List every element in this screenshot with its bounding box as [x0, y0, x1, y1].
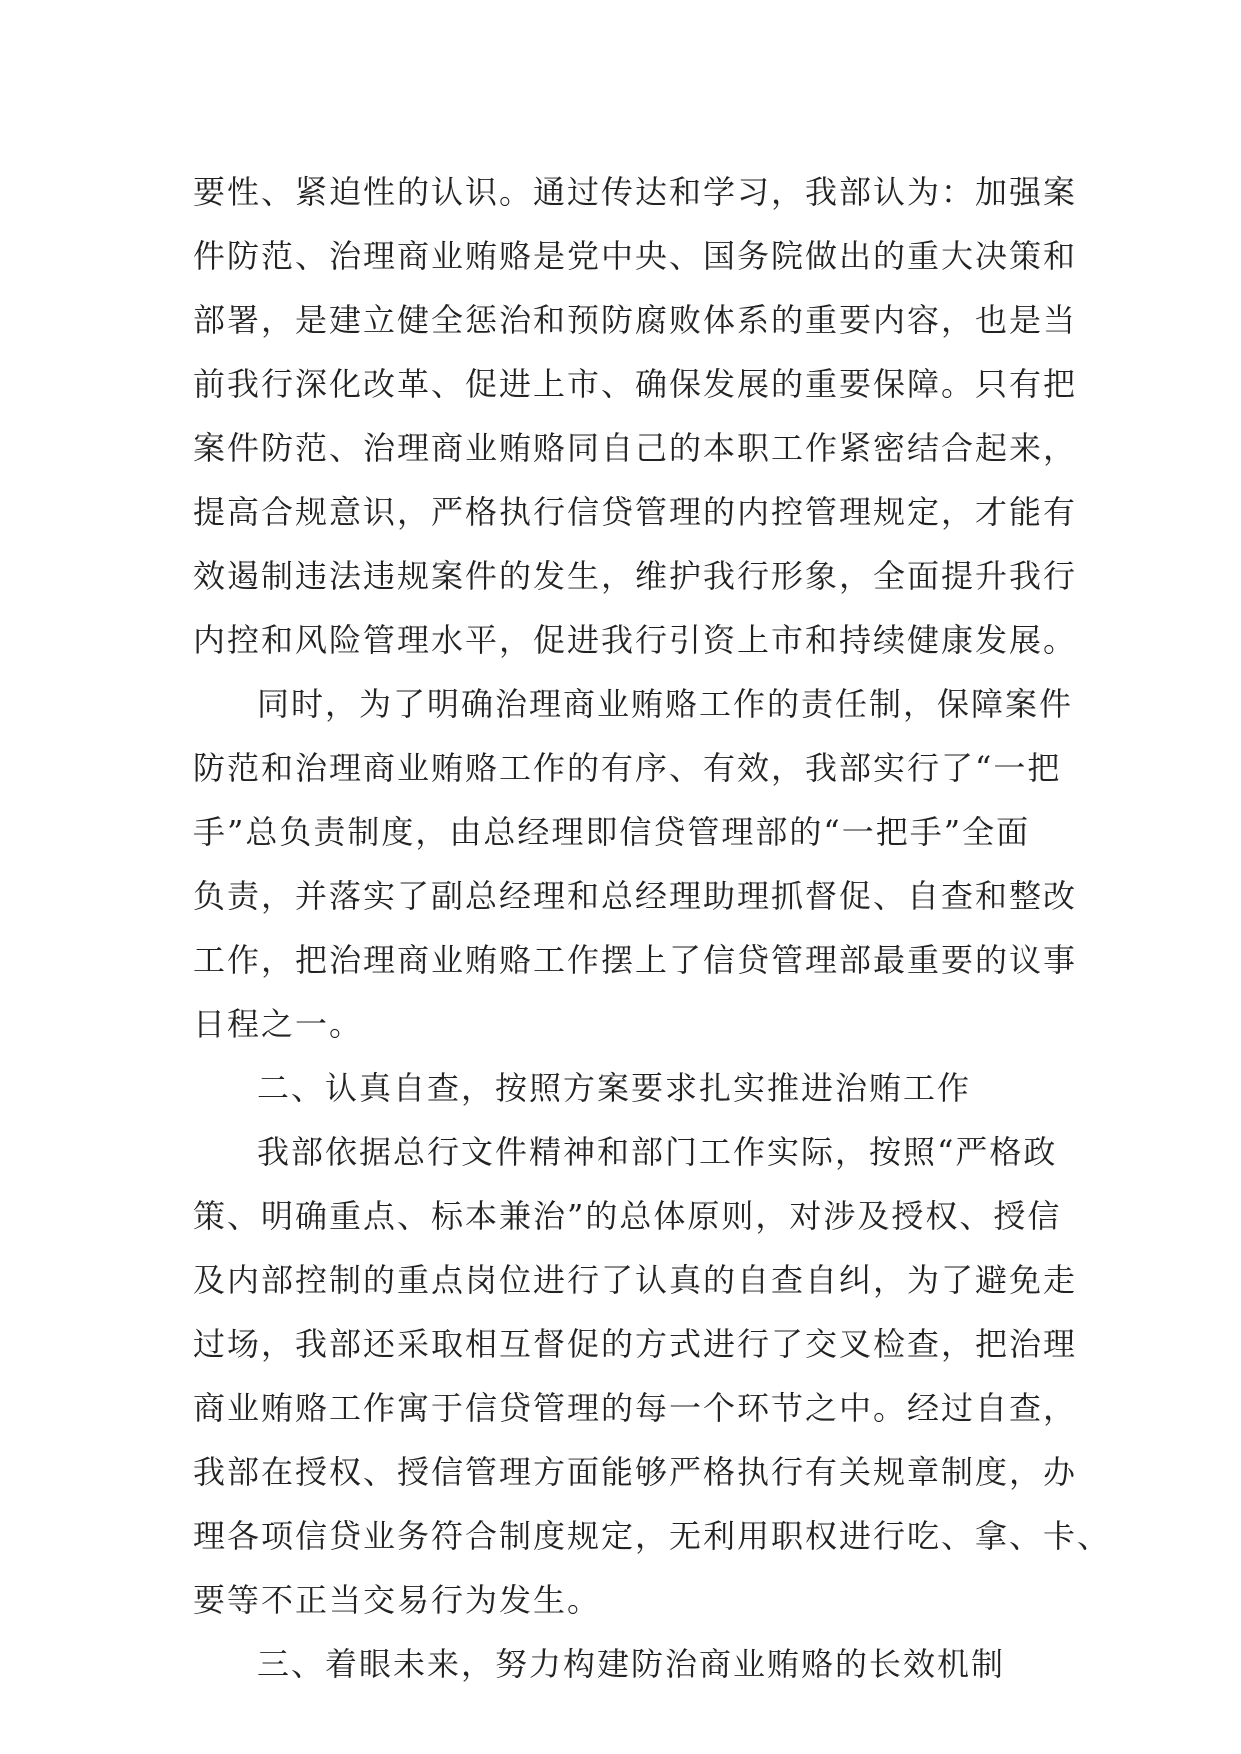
text-line: 防范和治理商业贿赂工作的有序、有效，我部实行了“一把 — [193, 749, 1062, 787]
text-line: 商业贿赂工作寓于信贷管理的每一个环节之中。经过自查， — [193, 1389, 1078, 1427]
text-line: 要性、紧迫性的认识。通过传达和学习，我部认为：加强案 — [193, 173, 1078, 211]
paragraph-first-line: 我部依据总行文件精神和部门工作实际，按照“严格政 — [257, 1133, 1058, 1171]
text-line: 理各项信贷业务符合制度规定，无利用职权进行吃、拿、卡、 — [193, 1517, 1112, 1555]
document-body — [193, 160, 1112, 1696]
text-line: 工作，把治理商业贿赂工作摆上了信贷管理部最重要的议事 — [193, 941, 1078, 979]
text-line: 过场，我部还采取相互督促的方式进行了交叉检查，把治理 — [193, 1325, 1078, 1363]
text-line: 日程之一。 — [193, 1005, 364, 1043]
text-line: 手”总负责制度，由总经理即信贷管理部的“一把手”全面 — [193, 813, 1031, 851]
text-line: 效遏制违法违规案件的发生，维护我行形象，全面提升我行 — [193, 557, 1078, 595]
section-heading: 三、着眼未来，努力构建防治商业贿赂的长效机制 — [257, 1645, 1006, 1683]
text-line: 案件防范、治理商业贿赂同自己的本职工作紧密结合起来， — [193, 429, 1078, 467]
text-line: 负责，并落实了副总经理和总经理助理抓督促、自查和整改 — [193, 877, 1078, 915]
text-line: 及内部控制的重点岗位进行了认真的自查自纠，为了避免走 — [193, 1261, 1078, 1299]
text-line: 提高合规意识，严格执行信贷管理的内控管理规定，才能有 — [193, 493, 1078, 531]
section-heading: 二、认真自查，按照方案要求扎实推进治贿工作 — [257, 1069, 972, 1107]
text-line: 要等不正当交易行为发生。 — [193, 1581, 602, 1619]
text-line: 内控和风险管理水平，促进我行引资上市和持续健康发展。 — [193, 621, 1078, 659]
text-line: 件防范、治理商业贿赂是党中央、国务院做出的重大决策和 — [193, 237, 1078, 275]
text-line: 前我行深化改革、促进上市、确保发展的重要保障。只有把 — [193, 365, 1078, 403]
paragraph-first-line: 同时，为了明确治理商业贿赂工作的责任制，保障案件 — [257, 685, 1074, 723]
text-line: 策、明确重点、标本兼治”的总体原则，对涉及授权、授信 — [193, 1197, 1062, 1235]
text-line: 部署，是建立健全惩治和预防腐败体系的重要内容，也是当 — [193, 301, 1078, 339]
text-line: 我部在授权、授信管理方面能够严格执行有关规章制度，办 — [193, 1453, 1078, 1491]
